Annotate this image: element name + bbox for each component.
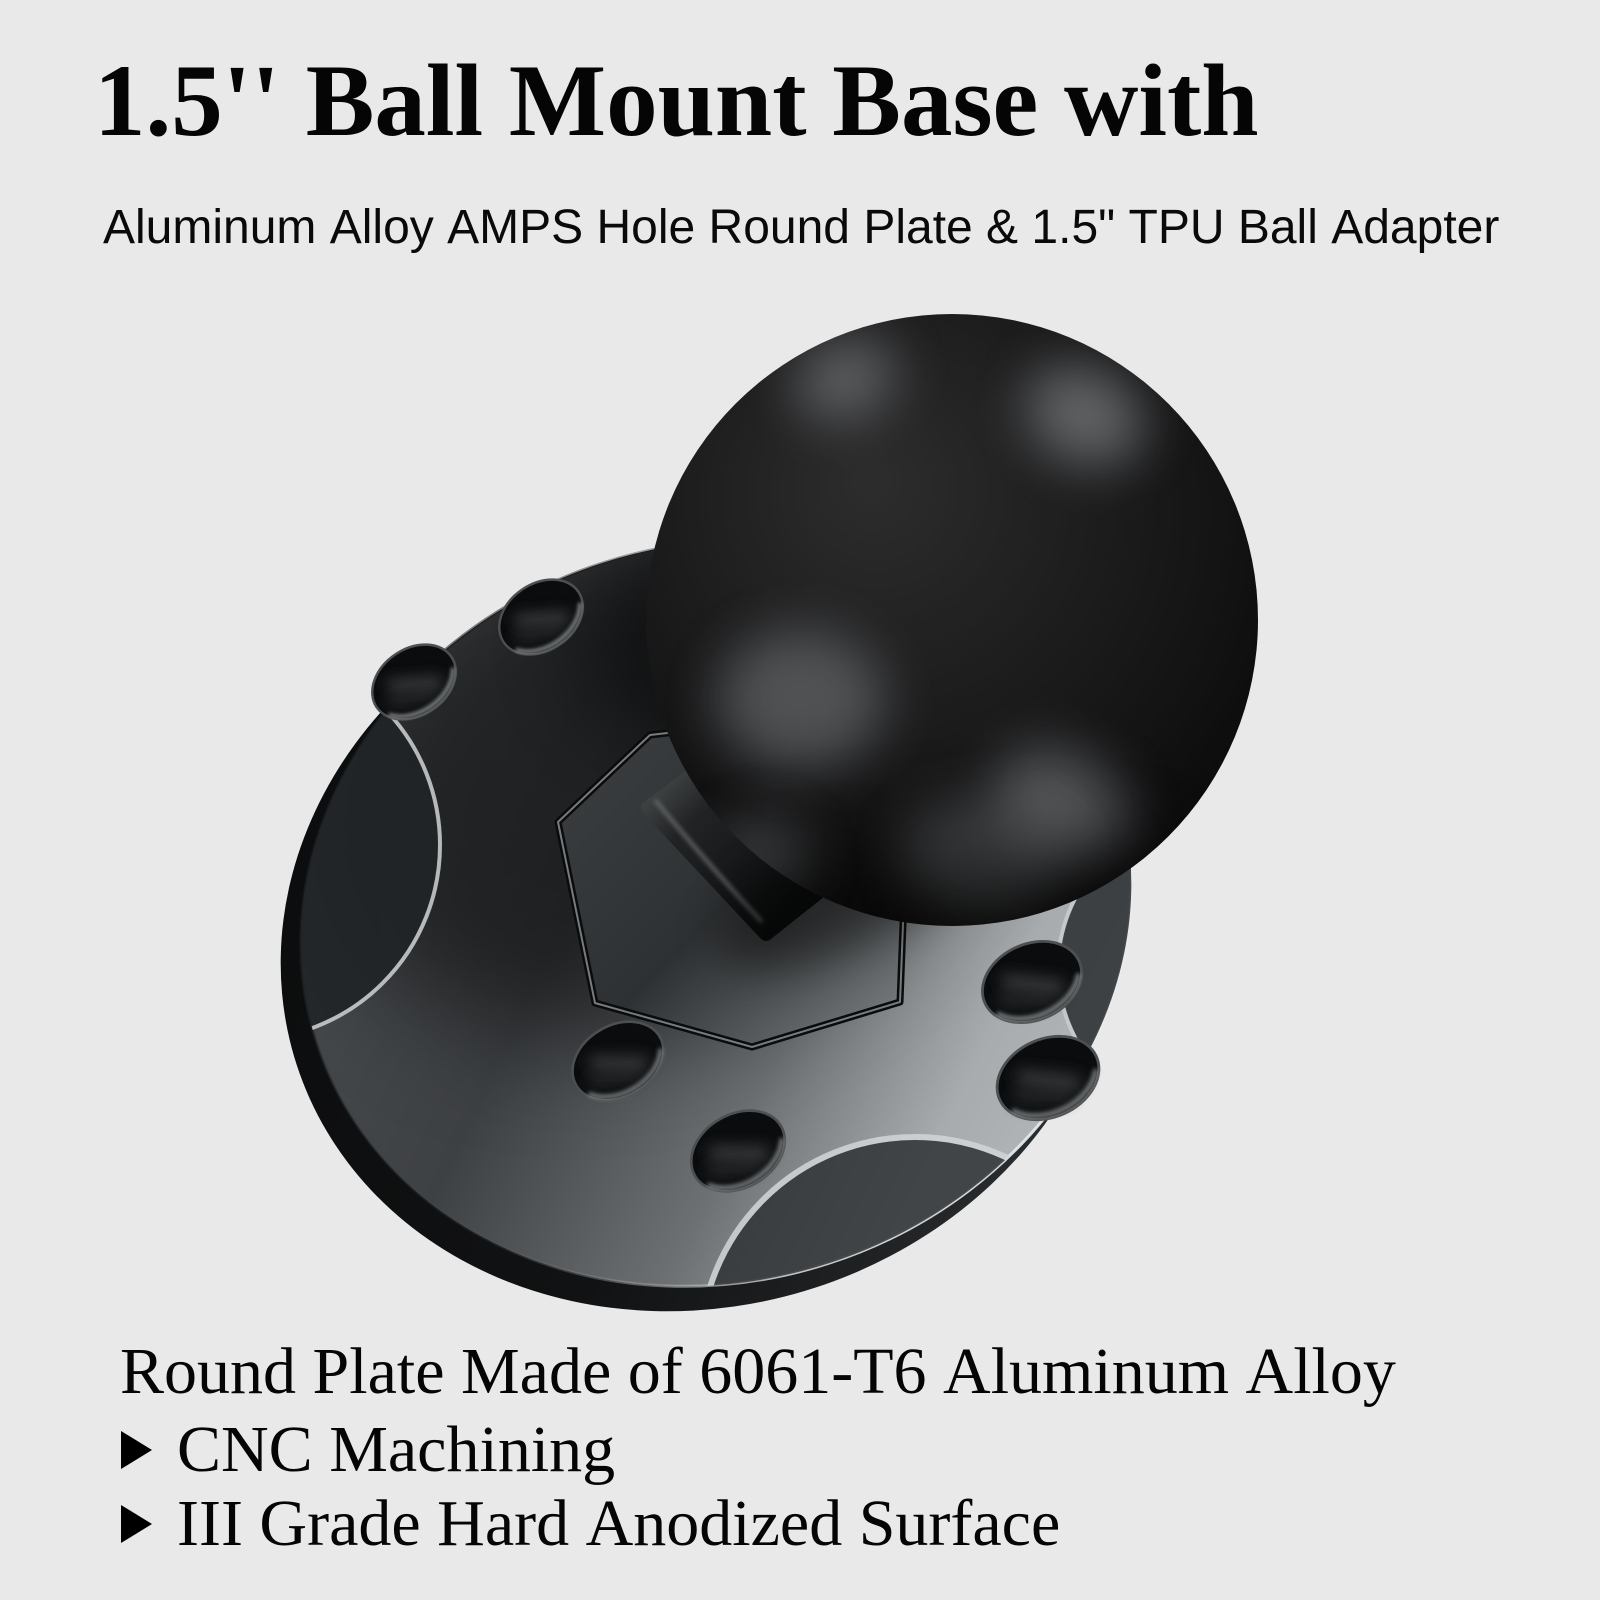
feature-item	[121, 1487, 1061, 1560]
page-title: 1.5'' Ball Mount Base with	[94, 44, 1259, 158]
triangle-bullet-icon	[121, 1505, 152, 1543]
feature-item-label: III Grade Hard Anodized Surface	[177, 1487, 1061, 1560]
features-heading: Round Plate Made of 6061-T6 Aluminum Alloy	[120, 1335, 1396, 1408]
feature-item	[121, 1413, 616, 1486]
page-subtitle: Aluminum Alloy AMPS Hole Round Plate & 1.5" TPU Ball Adapter	[103, 201, 1500, 254]
triangle-bullet-icon	[121, 1431, 152, 1469]
feature-item-label: CNC Machining	[177, 1413, 616, 1486]
